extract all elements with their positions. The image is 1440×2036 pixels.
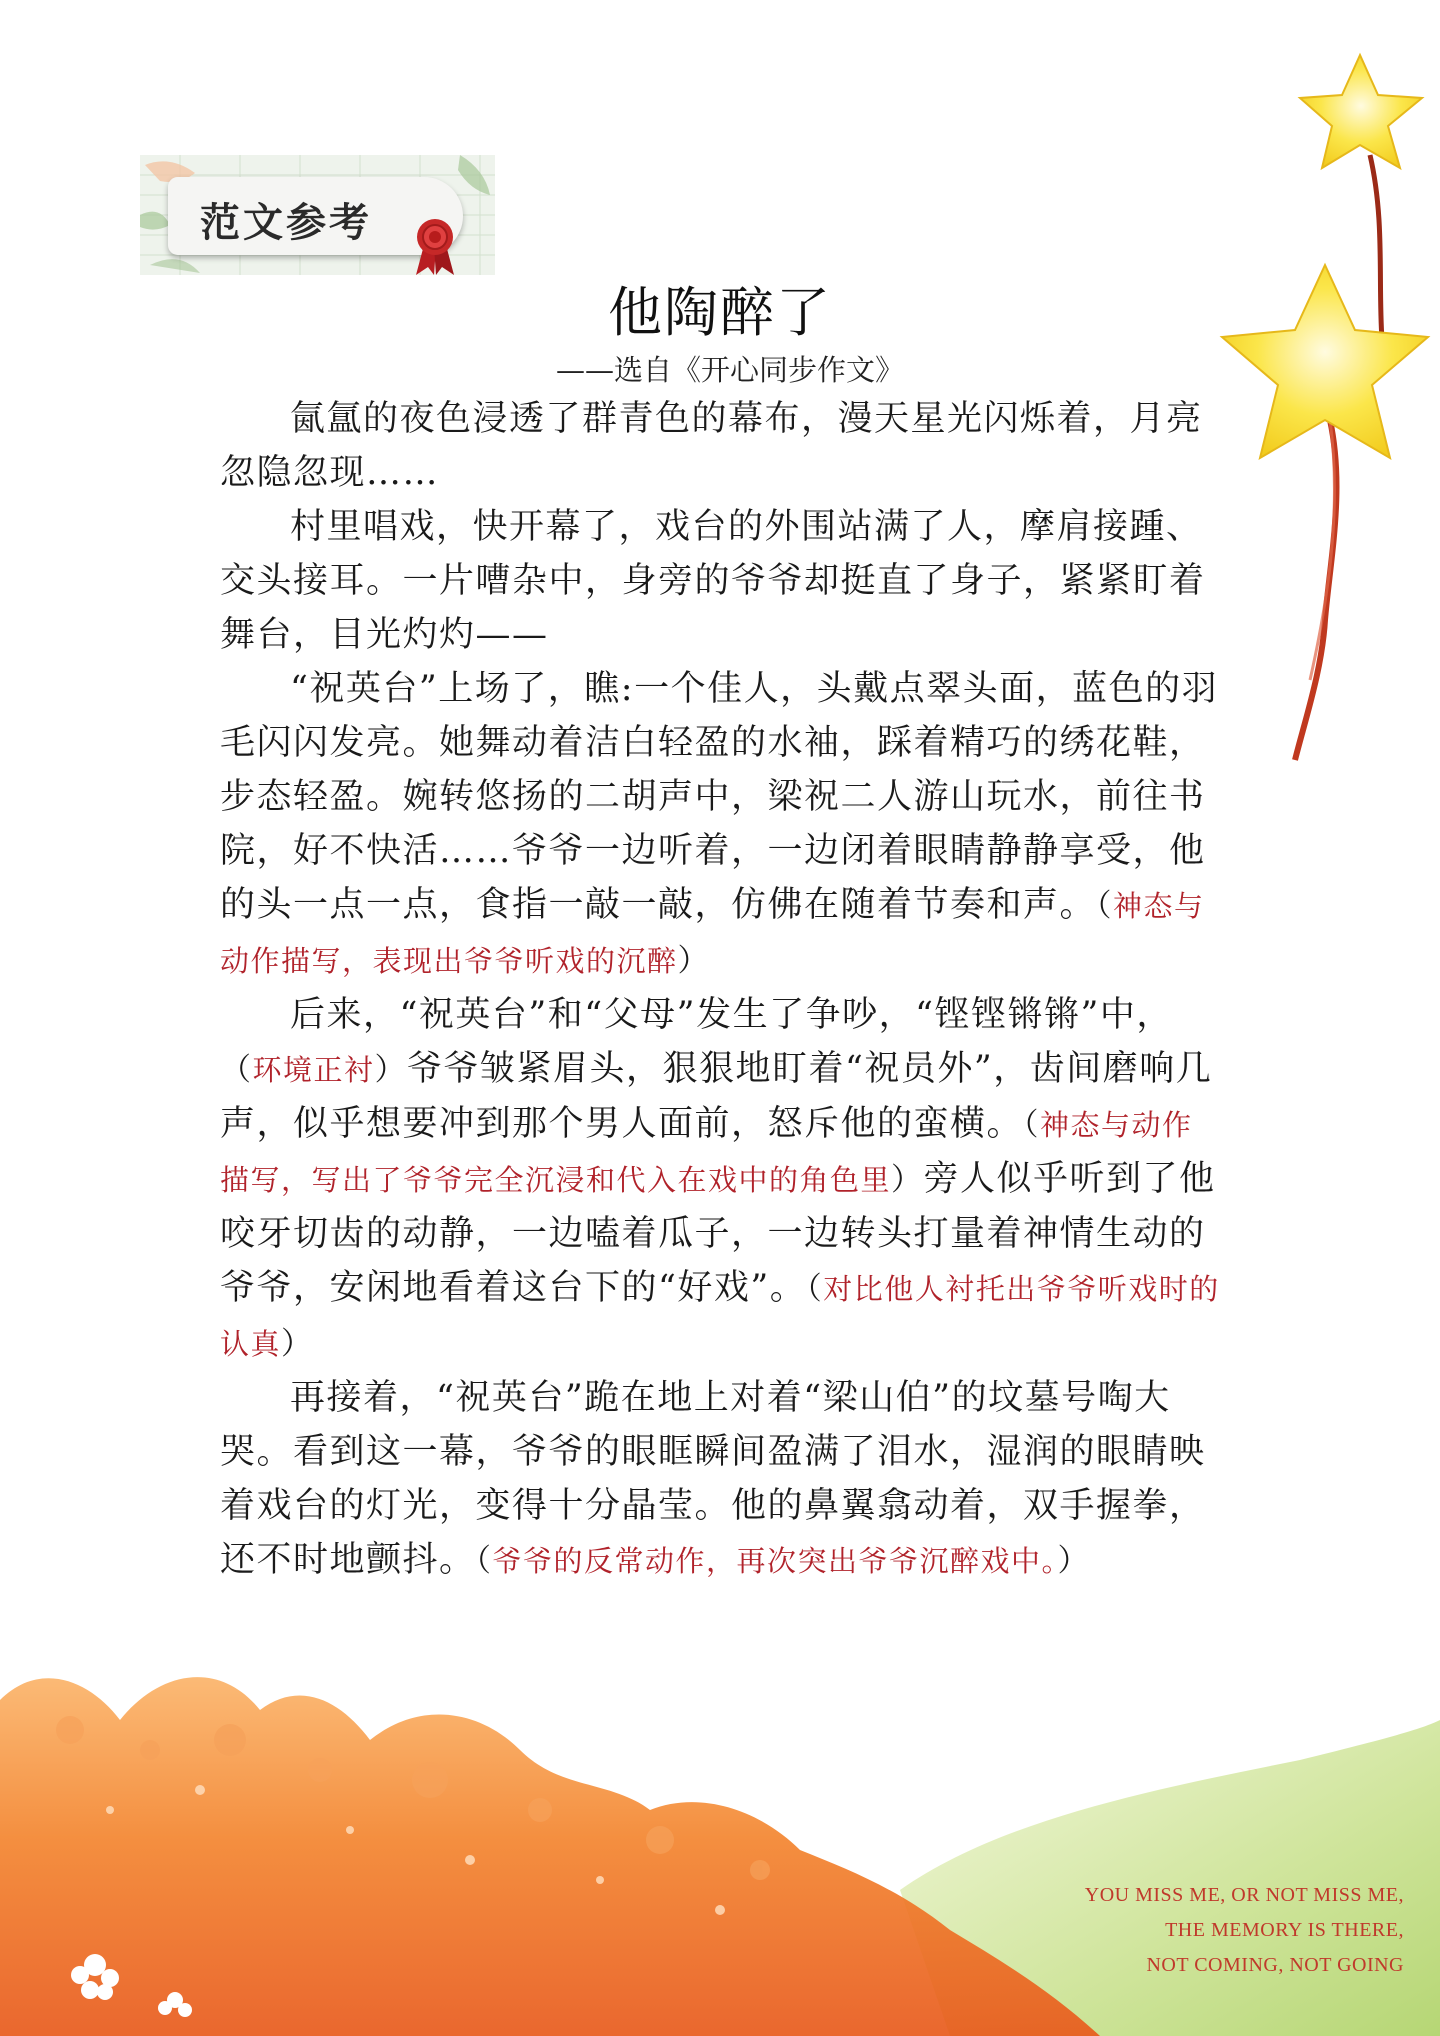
small-star-icon <box>1300 55 1422 168</box>
paragraph <box>220 392 1220 500</box>
header-tab <box>140 155 495 275</box>
paragraph <box>220 500 1220 662</box>
annotation-note: 神态与动作描写，写出了爷爷完全沉浸和代入在戏中的角色里 <box>220 1108 1193 1197</box>
paragraph-text: 旁人似乎听到了他咬牙切齿的动静，一边嗑着瓜子，一边转头打量着神情生动的爷爷，安闲地看着这台下的“好戏”。 <box>220 1159 1216 1308</box>
paragraph: 后来，“祝英台”和“父母”发生了争吵，“铿铿锵锵”中，（环境正衬）爷爷皱紧眉头，狠狠地盯着“祝员外”，齿间磨响几声，似乎想要冲到那个男人面前，怒斥他的蛮横。（神态与动作描写，写出了爷爷完全沉浸和代入在戏中的角色里）旁人似乎听到了他咬牙切齿的动静，一边嗑着瓜子，一边转头打量着神情生动的爷爷，安闲地看着这台下的“好戏”。（对比他人衬托出爷爷听戏时的认真） <box>220 995 1220 1362</box>
annotation-note: 对比他人衬托出爷爷听戏时的认真 <box>220 1272 1220 1361</box>
caption-line: THE MEMORY IS THERE, <box>1165 1919 1404 1941</box>
corner-caption <box>1085 1878 1404 1983</box>
annotation-note: 神态与动作描写，表现出爷爷听戏的沉醉 <box>220 889 1205 978</box>
paragraph-text: 再接着，“祝英台”跪在地上对着“梁山伯”的坟墓号啕大哭。看到这一幕，爷爷的眼眶瞬间盈满了泪水，湿润的眼睛映着戏台的灯光，变得十分晶莹。他的鼻翼翕动着，双手握拳，还不时地颤抖。 <box>220 1378 1206 1580</box>
annotation-note: 环境正衬 <box>252 1053 375 1087</box>
paragraph: “祝英台”上场了，瞧:一个佳人，头戴点翠头面，蓝色的羽毛闪闪发亮。她舞动着洁白轻盈的水袖，踩着精巧的绣花鞋，步态轻盈。婉转悠扬的二胡声中，梁祝二人游山玩水，前往书院，好不快活……爷爷一边听着，一边闭着眼睛静静享受，他的头一点一点，食指一敲一敲，仿佛在随着节奏和声。（神态与动作描写，表现出爷爷听戏的沉醉） <box>220 669 1219 979</box>
paragraph-text: 爷爷皱紧眉头，狠狠地盯着“祝员外”，齿间磨响几声，似乎想要冲到那个男人面前，怒斥他的蛮横。 <box>220 1049 1213 1144</box>
caption-line: NOT COMING, NOT GOING <box>1146 1954 1404 1976</box>
star-decoration <box>1210 40 1440 780</box>
paragraph-text: 后来，“祝英台”和“父母”发生了争吵，“铿铿锵锵”中， <box>290 995 1173 1035</box>
source-subtitle: ——选自《开心同步作文》 <box>555 353 904 387</box>
paragraph: 再接着，“祝英台”跪在地上对着“梁山伯”的坟墓号啕大哭。看到这一幕，爷爷的眼眶瞬间盈满了泪水，湿润的眼睛映着戏台的灯光，变得十分晶莹。他的鼻翼翕动着，双手握拳，还不时地颤抖。（爷爷的反常动作，再次突出爷爷沉醉戏中。） <box>220 1378 1206 1580</box>
ribbon-rosette-icon <box>412 217 458 277</box>
essay-body <box>220 392 1220 1588</box>
paragraph-text: “祝英台”上场了，瞧:一个佳人，头戴点翠头面，蓝色的羽毛闪闪发亮。她舞动着洁白轻盈的水袖，踩着精巧的绣花鞋，步态轻盈。婉转悠扬的二胡声中，梁祝二人游山玩水，前往书院，好不快活……爷爷一边听着，一边闭着眼睛静静享受，他的头一点一点，食指一敲一敲，仿佛在随着节奏和声。 <box>220 669 1219 925</box>
annotation-note: 爷爷的反常动作，再次突出爷爷沉醉戏中。 <box>492 1544 1058 1578</box>
paragraph-text: 氤氲的夜色浸透了群青色的幕布，漫天星光闪烁着，月亮忽隐忽现…… <box>220 399 1203 493</box>
page-title: 他陶醉了 <box>608 281 832 344</box>
tab-label: 范文参考 <box>200 199 372 246</box>
paragraph-text: 村里唱戏，快开幕了，戏台的外围站满了人，摩肩接踵、交头接耳。一片嘈杂中，身旁的爷爷却挺直了身子，紧紧盯着舞台，目光灼灼—— <box>220 507 1206 655</box>
caption-line: YOU MISS ME, OR NOT MISS ME, <box>1084 1884 1404 1906</box>
